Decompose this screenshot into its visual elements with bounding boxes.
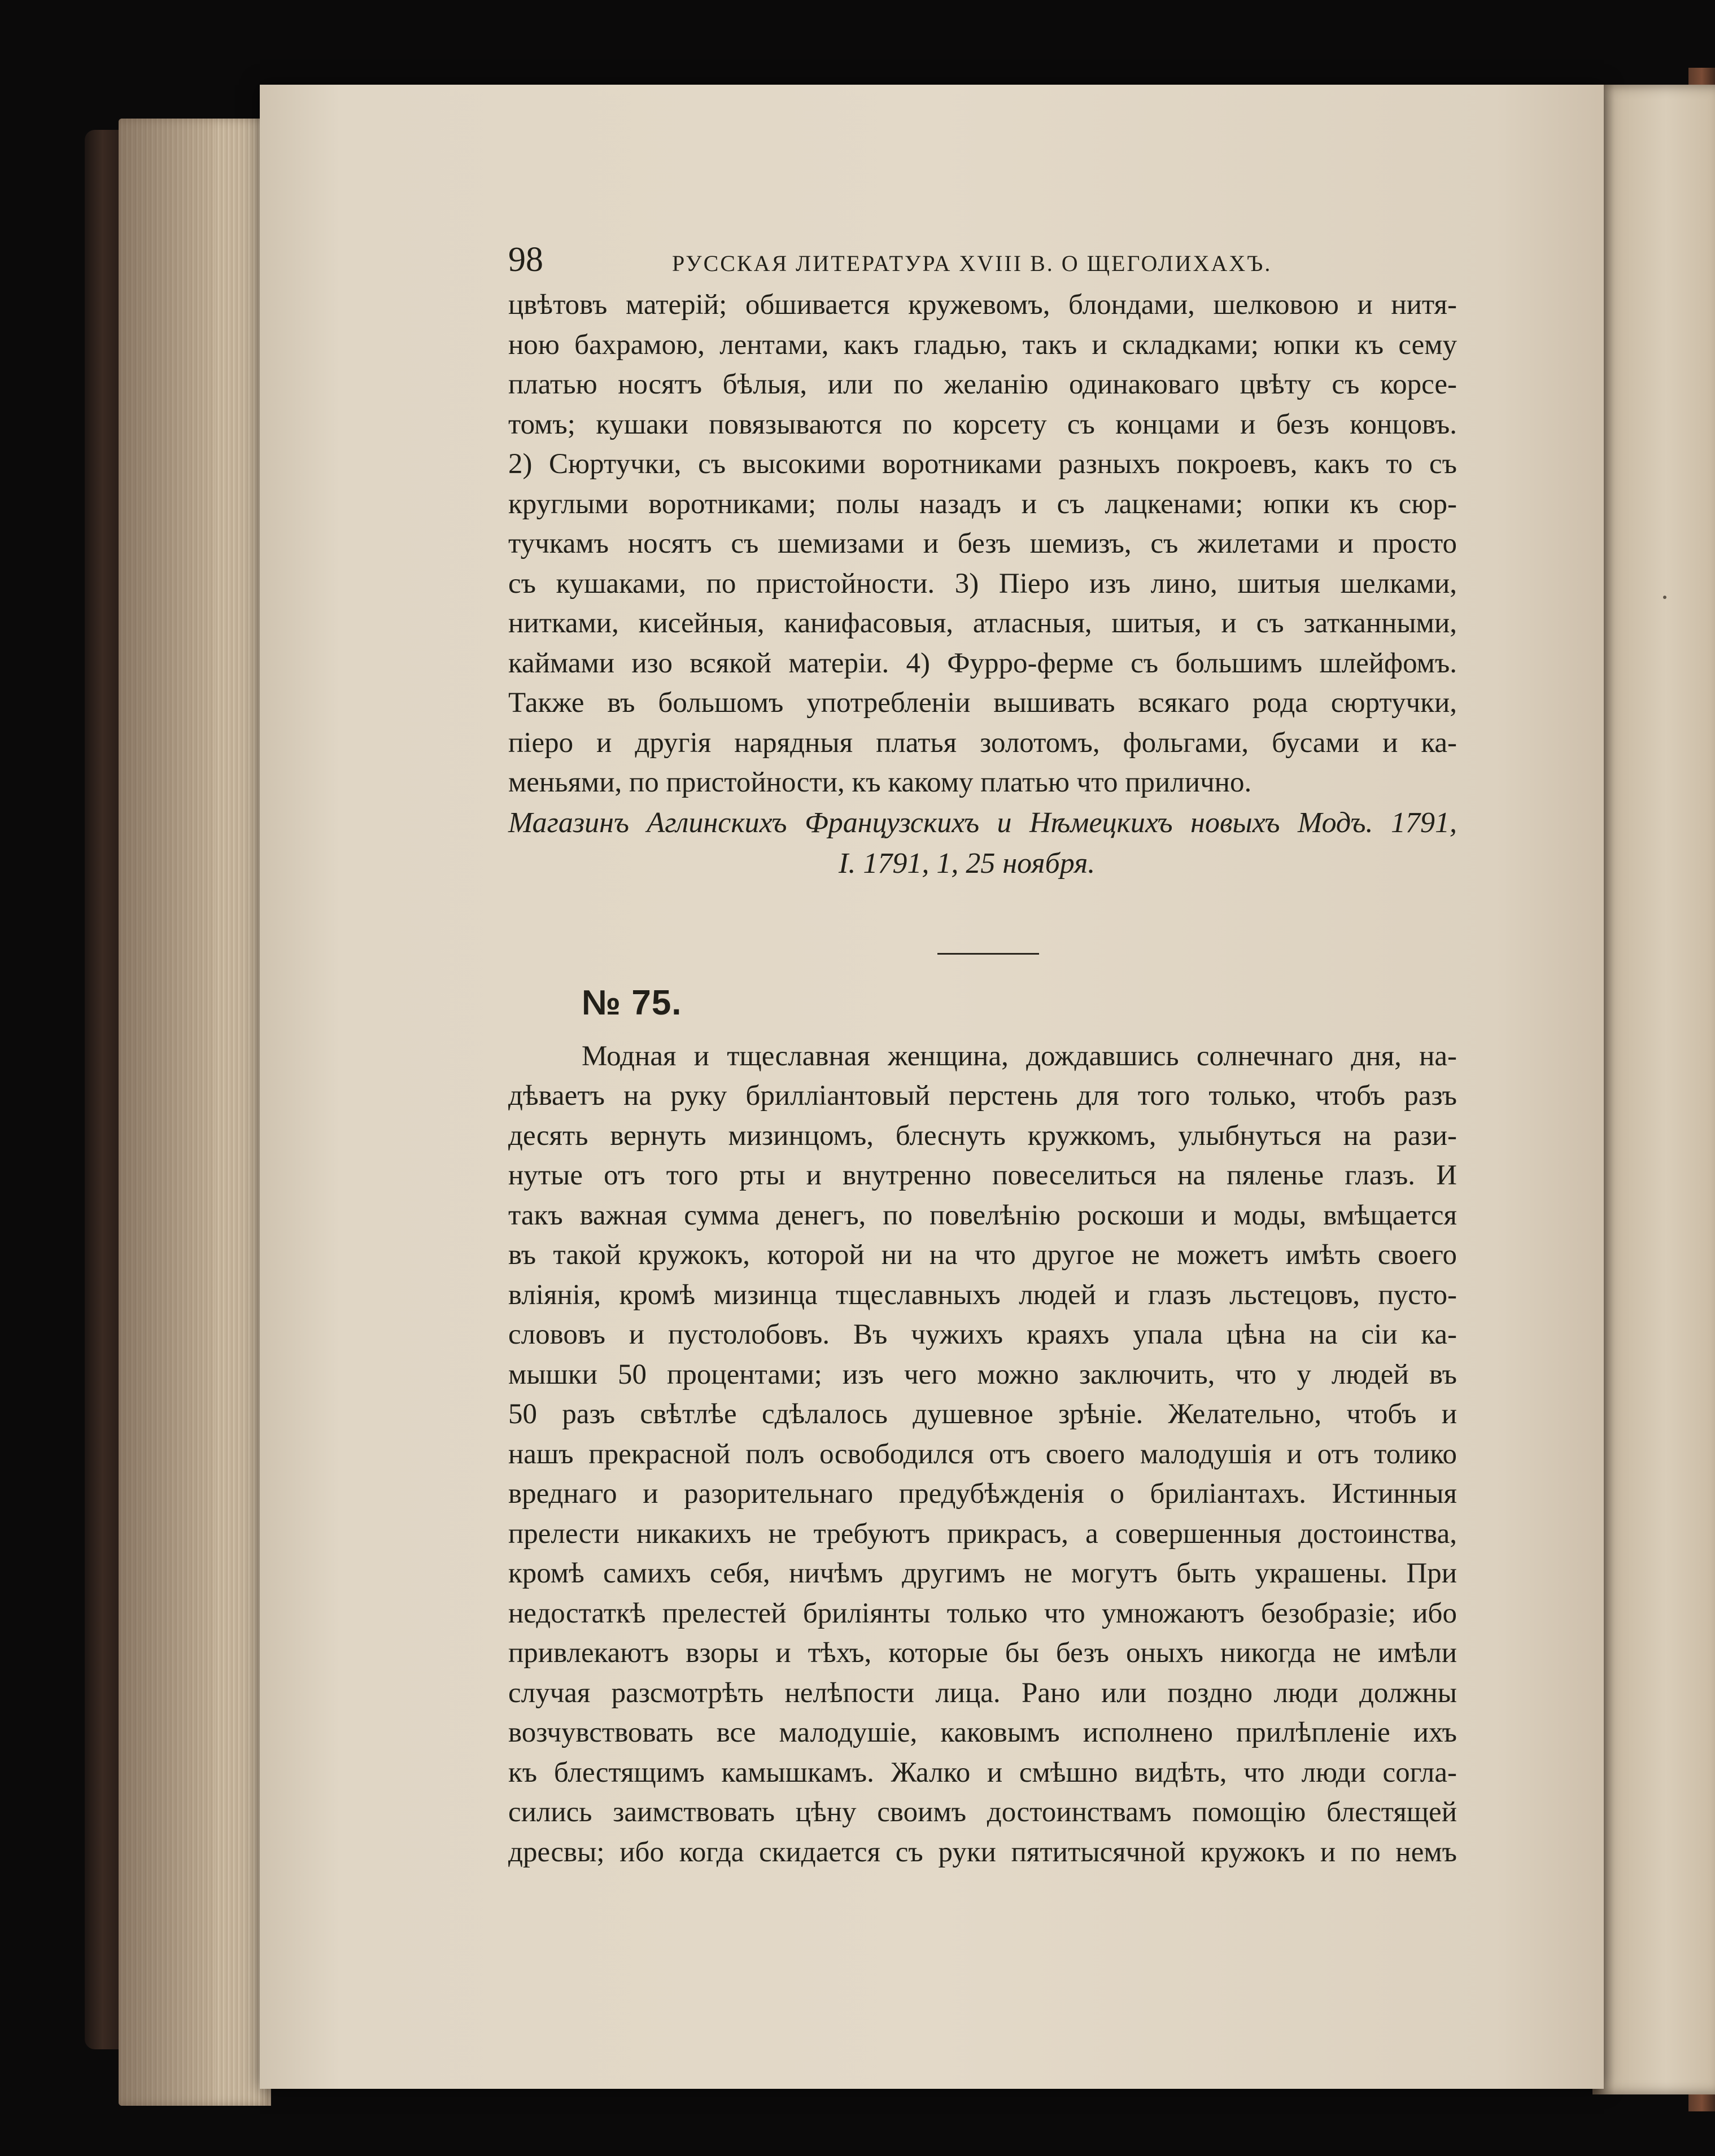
text-line: десять вернуть мизинцомъ, блеснуть кружкомъ, улыбнуться на рази- — [508, 1119, 1457, 1152]
text-line: томъ; кушаки повязываются по корсету съ концами и безъ концовъ. — [508, 408, 1457, 440]
section-separator — [937, 953, 1039, 955]
running-head — [508, 240, 1457, 285]
page-edges-shadow — [119, 119, 215, 2106]
text-line: тучкамъ носятъ съ шемизами и безъ шемизъ, съ жилетами и просто — [508, 528, 1457, 559]
text-line: мышки 50 процентами; изъ чего можно заключить, что у людей въ — [508, 1358, 1457, 1390]
fashion-description — [508, 285, 1457, 803]
text-line: привлекаютъ взоры и тѣхъ, которые бы безъ оныхъ никогда не имѣли — [508, 1637, 1457, 1669]
facing-page — [1592, 85, 1715, 2094]
text-line: платью носятъ бѣлыя, или по желанію одинаковаго цвѣту съ корсе- — [508, 369, 1457, 400]
text-line: піеро и другія нарядныя платья золотомъ, фольгами, бусами и ка- — [508, 727, 1457, 759]
speck — [1663, 596, 1666, 599]
text-line: Также въ большомъ употребленіи вышивать всякаго рода сюртучки, — [508, 687, 1457, 719]
citation-line-1: Магазинъ Аглинскихъ Французскихъ и Нѣмецкихъ новыхъ Модъ. 1791, — [508, 806, 1457, 839]
text-line: дѣваетъ на руку брилліантовый перстень для того только, чтобъ разъ — [508, 1080, 1457, 1112]
running-title: РУССКАЯ ЛИТЕРАТУРА XVIII В. О ЩЕГОЛИХАХЪ. — [672, 251, 1272, 276]
text-line: кромѣ самихъ себя, ничѣмъ другимъ не могутъ быть украшены. При — [508, 1558, 1457, 1589]
text-line: вреднаго и разорительнаго предубѣжденія о бриліантахъ. Истинныя — [508, 1478, 1457, 1510]
text-line: въ такой кружокъ, которой ни на что другое не можетъ имѣть своего — [508, 1239, 1457, 1271]
section-heading: № 75. — [582, 983, 682, 1022]
text-line: цвѣтовъ матерій; обшивается кружевомъ, блондами, шелковою и нитя- — [508, 289, 1457, 321]
section-75-text — [508, 1037, 1457, 1873]
page-number: 98 — [508, 240, 543, 279]
text-line: возчувствовать все малодушіе, каковымъ исполнено прилѣпленіе ихъ — [508, 1717, 1457, 1748]
text-line: слововъ и пустолобовъ. Въ чужихъ краяхъ упала цѣна на сіи ка- — [508, 1319, 1457, 1350]
text-line: нутые отъ того рты и внутренно повеселиться на пяленье глазъ. И — [508, 1160, 1457, 1191]
text-line: ною бахрамою, лентами, какъ гладью, такъ и складками; юпки къ сему — [508, 329, 1457, 361]
text-line: 2) Сюртучки, съ высокими воротниками разныхъ покроевъ, какъ то съ — [508, 448, 1457, 480]
text-line: нашъ прекрасной полъ освободился отъ своего малодушія и отъ толико — [508, 1438, 1457, 1470]
text-line: дресвы; ибо когда скидается съ руки пятитысячной кружокъ и по немъ — [508, 1836, 1457, 1868]
text-line: сились заимствовать цѣну своимъ достоинствамъ помощію блестящей — [508, 1796, 1457, 1828]
page-text-block — [508, 240, 1457, 1872]
citation-line-2: I. 1791, 1, 25 ноября. — [839, 847, 1096, 880]
text-line: меньями, по пристойности, къ какому платью что прилично. — [508, 767, 1252, 798]
text-line: вліянія, кромѣ мизинца тщеславныхъ людей и глазъ льстецовъ, пусто- — [508, 1279, 1457, 1311]
text-line: круглыми воротниками; полы назадъ и съ лацкенами; юпки къ сюр- — [508, 488, 1457, 520]
source-citation — [508, 803, 1457, 884]
text-line: съ кушаками, по пристойности. 3) Піеро изъ лино, шитыя шелками, — [508, 567, 1457, 600]
text-line: нитками, кисейныя, канифасовыя, атласныя, шитыя, и съ затканными, — [508, 607, 1457, 639]
text-line: прелести никакихъ не требуютъ прикрасъ, а совершенныя достоинства, — [508, 1517, 1457, 1550]
text-line: каймами изо всякой матеріи. 4) Фурро-ферме съ большимъ шлейфомъ. — [508, 647, 1457, 679]
text-line: 50 разъ свѣтлѣе сдѣлалось душевное зрѣніе. Желательно, чтобъ и — [508, 1398, 1457, 1430]
text-line: недостаткѣ прелестей бриліянты только что умножаютъ безобразіе; ибо — [508, 1597, 1457, 1629]
text-line: случая разсмотрѣть нелѣпости лица. Рано или поздно люди должны — [508, 1677, 1457, 1709]
text-line: такъ важная сумма денегъ, по повелѣнію роскоши и моды, вмѣщается — [508, 1199, 1457, 1231]
text-line: Модная и тщеславная женщина, дождавшись солнечнаго дня, на- — [582, 1040, 1457, 1072]
text-line: къ блестящимъ камышкамъ. Жалко и смѣшно видѣть, что люди согла- — [508, 1756, 1457, 1788]
